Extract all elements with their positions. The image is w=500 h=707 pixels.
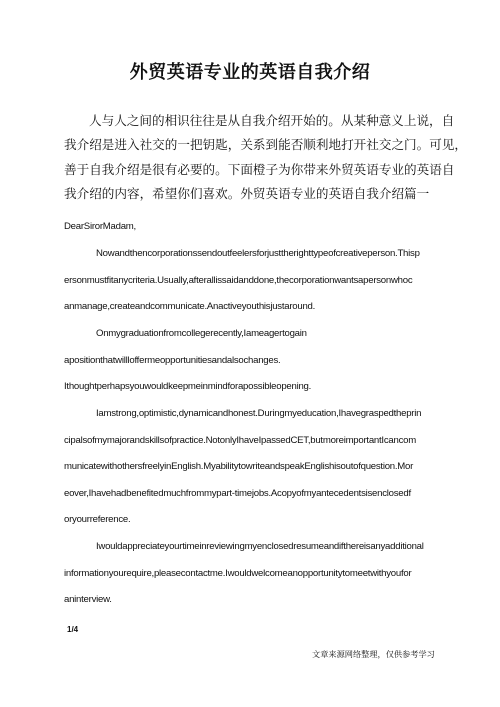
body-line: eover,Ihavehadbenefitedmuchfrommypart-timejobs.Acopyofmyantecedentsisenclosedf <box>64 488 411 499</box>
body-line: Nowandthencorporationssendoutfeelersforjusttherighttypeofcreativeperson.Thisp <box>96 248 420 259</box>
body-line: Iamstrong,optimistic,dynamicandhonest.Duringmyeducation,Ihavegraspedtheprin <box>96 408 422 419</box>
body-line: anmanage,createandcommunicate.Anactiveyouthisjustaround. <box>64 301 316 312</box>
page-number: 1/4 <box>67 625 79 634</box>
intro-line: 善于自我介绍是很有必要的。下面橙子为你带来外贸英语专业的英语自 <box>64 161 455 177</box>
body-line: cipalsofmymajorandskillsofpractice.NotonlyIhaveIpassedCET,butmoreimportantIcancom <box>64 435 416 446</box>
body-line: ersonmustfitanycriteria.Usually,afterallissaidanddone,thecorporationwantsapersonwhoc <box>64 275 413 286</box>
intro-line: 我介绍是进入社交的一把钥匙，关系到能否顺利地打开社交之门。可见， <box>64 137 467 153</box>
body-line: apositionthatwillloffermeopportunitiesandalsochanges. <box>64 355 281 366</box>
intro-line: 人与人之间的相识往往是从自我介绍开始的。从某种意义上说，自 <box>89 113 455 128</box>
intro-paragraph <box>64 109 467 207</box>
body-line: Iwouldappreciateyourtimeinreviewingmyenclosedresumeandifthereisanyadditional <box>96 541 424 552</box>
footer-note: 文章来源网络整理，仅供参考学习 <box>312 649 435 659</box>
salutation-line: DearSirorMadam, <box>64 221 136 232</box>
body-line: municatewithothersfreelyinEnglish.MyabilitytowriteandspeakEnglishisoutofquestion.Mor <box>64 461 414 472</box>
body-line: informationyourequire,pleasecontactme.Iwouldwelcomeanopportunitytomeetwithyoufor <box>64 568 412 579</box>
page-title: 外贸英语专业的英语自我介绍 <box>129 62 371 83</box>
intro-line: 我介绍的内容，希望你们喜欢。外贸英语专业的英语自我介绍篇一 <box>64 186 430 202</box>
body-line: aninterview. <box>64 594 112 605</box>
body-line: oryourreference. <box>64 514 131 525</box>
body-line: Ithoughtperhapsyouwouldkeepmeinmindforapossibleopening. <box>64 381 312 392</box>
body-line: Onmygraduationfromcollegerecently,Iameagertogain <box>96 328 307 339</box>
